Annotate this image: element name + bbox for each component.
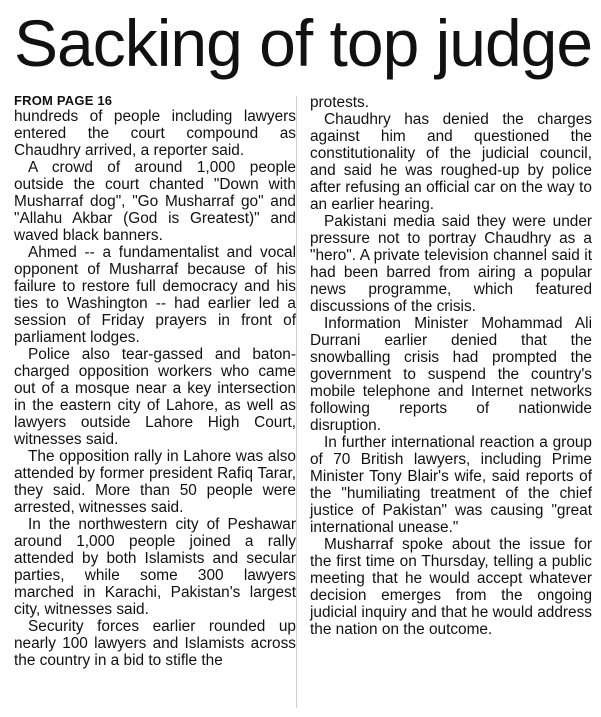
paragraph: protests. (310, 94, 370, 111)
paragraph: Security forces earlier rounded up nearly 100 lawyers and Islamists across the country in a bid to stifle the (14, 618, 296, 669)
continuation-kicker: FROM PAGE 16 (14, 93, 113, 108)
paragraph: Chaudhry has denied the charges against him and questioned the constitutionality of the judicial council, and said he was roughed-up by police after refusing an official car on the way to an earlier hearing. (310, 111, 592, 213)
paragraph: Musharraf spoke about the issue for the first time on Thursday, telling a public meeting that he would accept whatever decision emerges from the ongoing judicial inquiry and that he would address the nation on the outcome. (310, 536, 592, 638)
paragraph: A crowd of around 1,000 people outside the court chanted "Down with Musharraf dog", "Go Musharraf go" and "Allahu Akbar (God is Greatest)" and waved black banners. (14, 159, 296, 244)
paragraph: The opposition rally in Lahore was also attended by former president Rafiq Tarar, they said. More than 50 people were arrested, witnesses said. (14, 448, 296, 516)
paragraph: Information Minister Mohammad Ali Durrani earlier denied that the snowballing crisis had prompted the government to suspend the country's mobile telephone and Internet networks following reports of nationwide disruption. (310, 315, 592, 434)
article-column-left (14, 94, 296, 669)
headline: Sacking of top judge (14, 6, 593, 80)
paragraph: Police also tear-gassed and baton-charged opposition workers who came out of a mosque near a key intersection in the eastern city of Lahore, as well as lawyers outside Lahore High Court, witnesses said. (14, 346, 296, 448)
paragraph: In the northwestern city of Peshawar around 1,000 people joined a rally attended by both Islamists and secular parties, while some 300 lawyers marched in Karachi, Pakistan's largest city, witnesses said. (14, 516, 296, 618)
column-divider (296, 96, 297, 708)
paragraph: Ahmed -- a fundamentalist and vocal opponent of Musharraf because of his failure to restore full democracy and his ties to Washington -- had earlier led a session of Friday prayers in front of parliament lodges. (14, 244, 296, 346)
paragraph: Pakistani media said they were under pressure not to portray Chaudhry as a "hero". A private television channel said it had been barred from airing a popular news programme, which featured discussions of the crisis. (310, 213, 592, 315)
article-column-right (310, 94, 592, 638)
paragraph: In further international reaction a group of 70 British lawyers, including Prime Minister Tony Blair's wife, said reports of the "humiliating treatment of the chief justice of Pakistan" was causing "great international unease." (310, 434, 592, 536)
paragraph: hundreds of people including lawyers entered the court compound as Chaudhry arrived, a reporter said. (14, 108, 296, 159)
